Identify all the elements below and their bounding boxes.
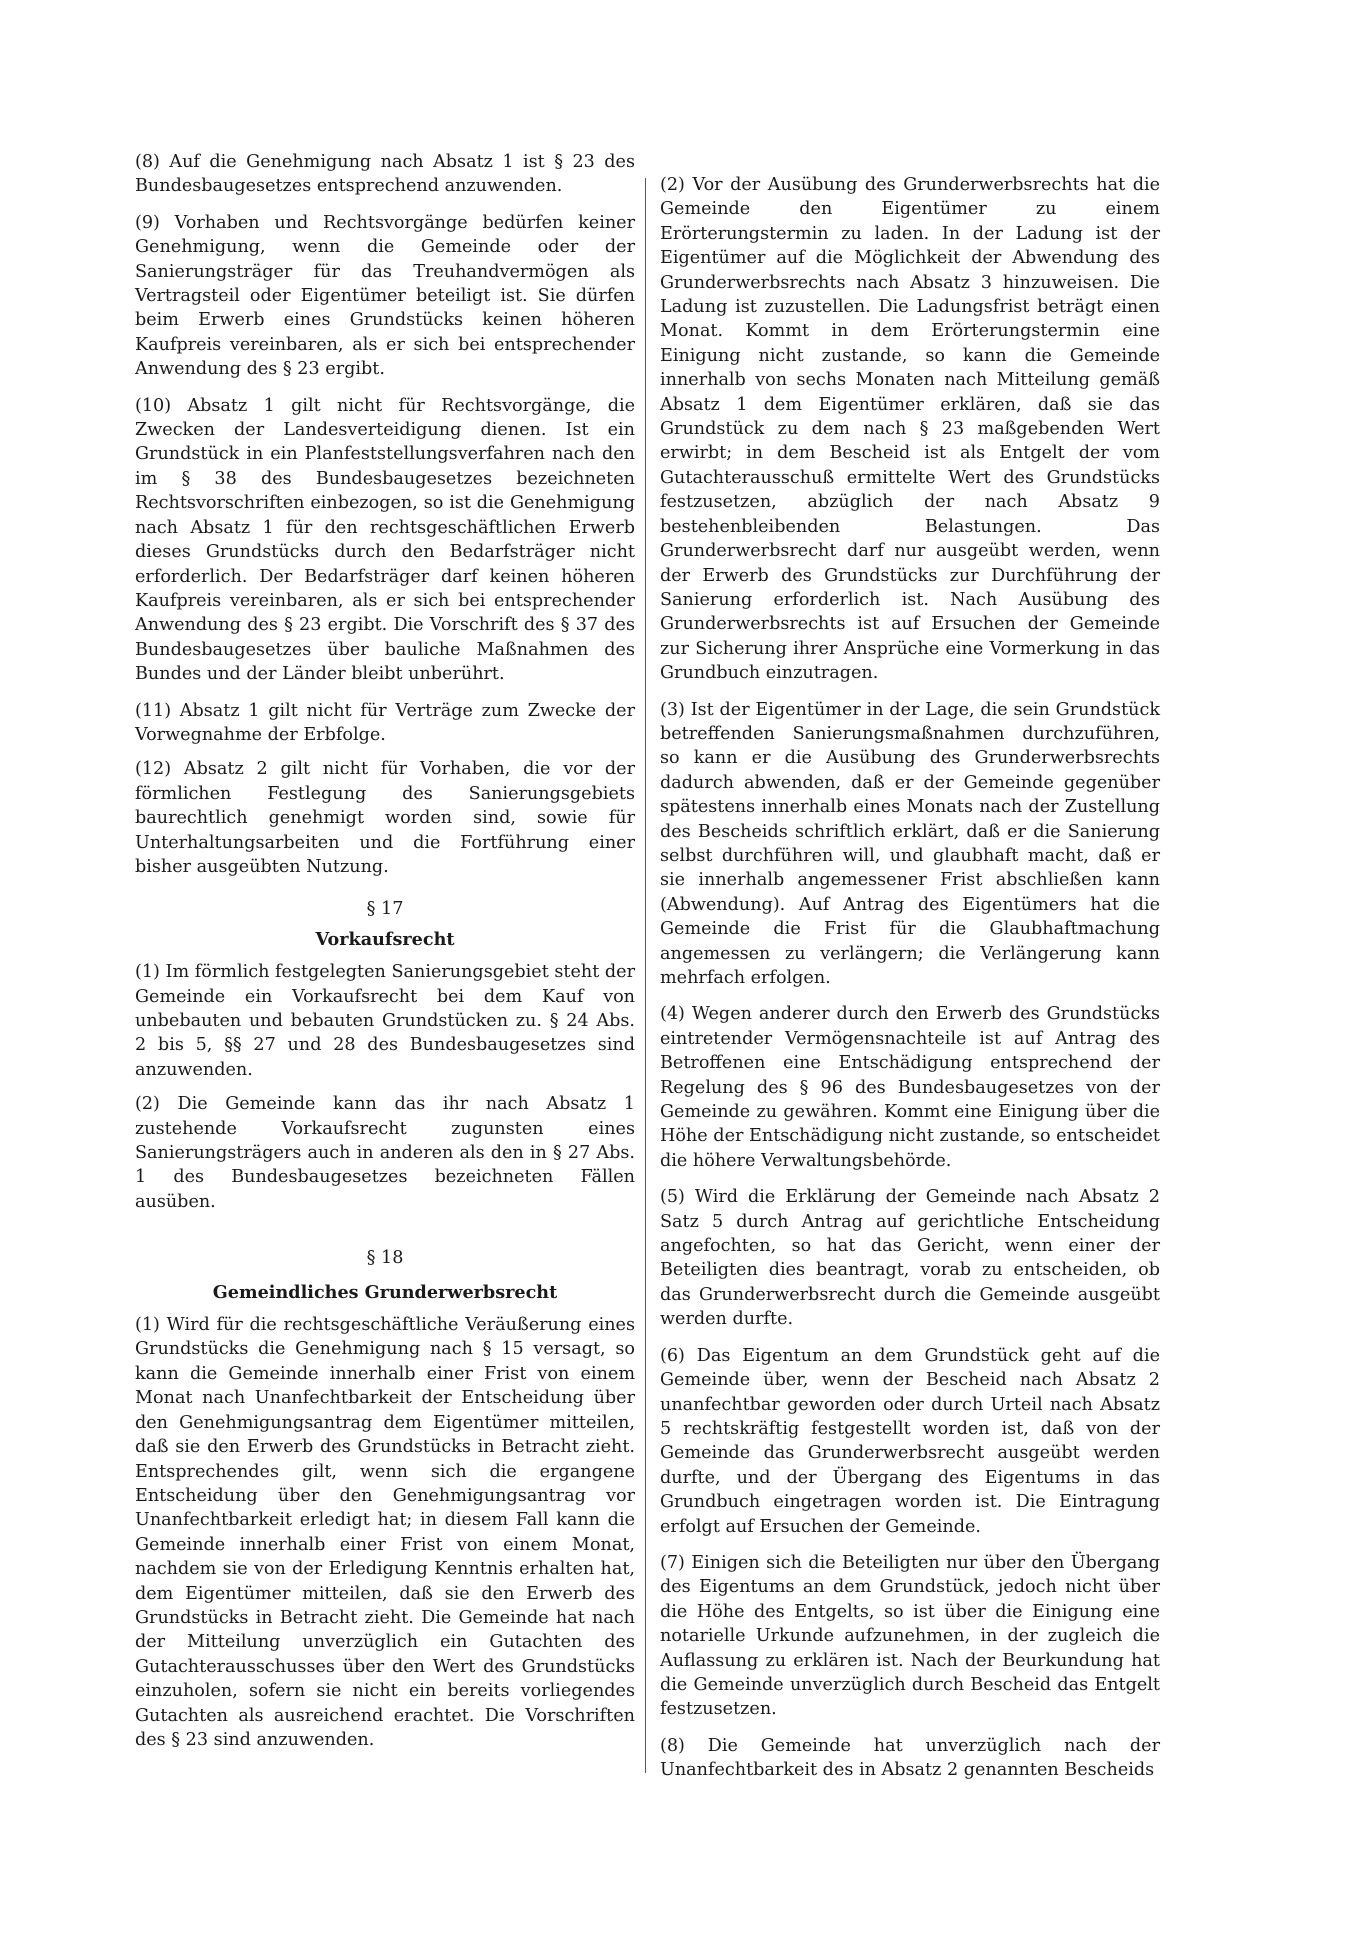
paragraph-18-1: (1) Wird für die rechtsgeschäftliche Veräußerung eines Grundstücks die Genehmigung nach § 15 versagt, so kann die Gemeinde innerhalb einer Frist von einem Monat nach Unanfechtbarkeit der Entscheidung über den Genehmigungsantrag dem Eigentümer mitteilen, daß sie den Erwerb des Grundstücks in Betracht zieht. Entsprechendes gilt, wenn sich die ergangene Entscheidung über den Genehmigungsantrag vor Unanfechtbarkeit erledigt hat; in diesem Fall kann die Gemeinde innerhalb einer Frist von einem Monat, nachdem sie von der Erledigung Kenntnis erhalten hat, dem Eigentümer mitteilen, daß sie den Erwerb des Grundstücks in Betracht zieht. Die Gemeinde hat nach der Mitteilung unverzüglich ein Gutachten des Gutachterausschusses über den Wert des Grundstücks einzuholen, sofern sie nicht ein bereits vorliegendes Gutachten als ausreichend erachtet. Die Vorschriften des § 23 sind anzuwenden. — [135, 1315, 635, 1750]
paragraph-18-3: (3) Ist der Eigentümer in der Lage, die sein Grundstück betreffenden Sanierungsmaßnahmen durchzuführen, so kann er die Ausübung des Grunderwerbsrechts dadurch abwenden, daß er der Gemeinde gegenüber spätestens innerhalb eines Monats nach der Zustellung des Bescheids schriftlich erklärt, daß er die Sanierung selbst durchführen will, und glaubhaft macht, daß er sie innerhalb angemessener Frist abschließen kann (Abwendung). Auf Antrag des Eigentümers hat die Gemeinde die Frist für die Glaubhaftmachung angemessen zu verlängern; die Verlängerung kann mehrfach erfolgen. — [660, 699, 1160, 988]
section-17-number: § 17 — [366, 899, 404, 920]
paragraph-18-6: (6) Das Eigentum an dem Grundstück geht auf die Gemeinde über, wenn der Bescheid nach Absatz 2 unanfechtbar geworden oder durch Urteil nach Absatz 5 rechtskräftig festgestellt worden ist, daß von der Gemeinde das Grunderwerbsrecht ausgeübt werden durfte, und der Übergang des Eigentums in das Grundbuch eingetragen worden ist. Die Eintragung erfolgt auf Ersuchen der Gemeinde. — [660, 1345, 1160, 1537]
paragraph-16-11: (11) Absatz 1 gilt nicht für Verträge zum Zwecke der Vorwegnahme der Erbfolge. — [135, 700, 635, 745]
paragraph-16-8: (8) Auf die Genehmigung nach Absatz 1 ist § 23 des Bundesbaugesetzes entsprechend anzuwenden. — [135, 152, 635, 197]
paragraph-17-2: (2) Die Gemeinde kann das ihr nach Absatz 1 zustehende Vorkaufsrecht zugunsten eines Sanierungsträgers auch in anderen als den in § 27 Abs. 1 des Bundesbaugesetzes bezeichneten Fällen ausüben. — [135, 1094, 635, 1212]
paragraph-17-1: (1) Im förmlich festgelegten Sanierungsgebiet steht der Gemeinde ein Vorkaufsrecht bei dem Kauf von unbebauten und bebauten Grundstücken zu. § 24 Abs. 2 bis 5, §§ 27 und 28 des Bundesbaugesetzes sind anzuwenden. — [135, 962, 635, 1080]
left-column — [135, 150, 635, 1764]
right-column — [660, 173, 1160, 1795]
paragraph-16-10: (10) Absatz 1 gilt nicht für Rechtsvorgänge, die Zwecken der Landesverteidigung dienen. Ist ein Grundstück in ein Planfeststellungsverfahren nach den im § 38 des Bundesbaugesetzes bezeichneten Rechtsvorschriften einbezogen, so ist die Genehmigung nach Absatz 1 für den rechtsgeschäftlichen Erwerb dieses Grundstücks durch den Bedarfsträger nicht erforderlich. Der Bedarfsträger darf keinen höheren Kaufpreis vereinbaren, als er sich bei entsprechender Anwendung des § 23 ergibt. Die Vorschrift des § 37 des Bundesbaugesetzes über bauliche Maßnahmen des Bundes und der Länder bleibt unberührt. — [135, 395, 635, 685]
paragraph-18-2: (2) Vor der Ausübung des Grunderwerbsrechts hat die Gemeinde den Eigentümer zu einem Erörterungstermin zu laden. In der Ladung ist der Eigentümer auf die Möglichkeit der Abwendung des Grunderwerbsrechts nach Absatz 3 hinzuweisen. Die Ladung ist zuzustellen. Die Ladungsfrist beträgt einen Monat. Kommt in dem Erörterungstermin eine Einigung nicht zustande, so kann die Gemeinde innerhalb von sechs Monaten nach Mitteilung gemäß Absatz 1 dem Eigentümer erklären, daß sie das Grundstück zu dem nach § 23 maßgebenden Wert erwirbt; in dem Bescheid ist als Entgelt der vom Gutachterausschuß ermittelte Wert des Grundstücks festzusetzen, abzüglich der nach Absatz 9 bestehenbleibenden Belastungen. Das Grunderwerbsrecht darf nur ausgeübt werden, wenn der Erwerb des Grundstücks zur Durchführung der Sanierung erforderlich ist. Nach Ausübung des Grunderwerbsrechts ist auf Ersuchen der Gemeinde zur Sicherung ihrer Ansprüche eine Vormerkung in das Grundbuch einzutragen. — [660, 175, 1160, 684]
paragraph-18-8: (8) Die Gemeinde hat unverzüglich nach der Unanfechtbarkeit des in Absatz 2 genannten Bescheids — [660, 1735, 1160, 1781]
section-18-number: § 18 — [366, 1248, 404, 1269]
section-17-title: Vorkaufsrecht — [315, 928, 455, 950]
paragraph-16-9: (9) Vorhaben und Rechtsvorgänge bedürfen keiner Genehmigung, wenn die Gemeinde oder der Sanierungsträger für das Treuhandvermögen als Vertragsteil oder Eigentümer beteiligt ist. Sie dürfen beim Erwerb eines Grundstücks keinen höheren Kaufpreis vereinbaren, als er sich bei entsprechender Anwendung des § 23 ergibt. — [135, 212, 635, 380]
column-divider — [645, 178, 646, 1773]
paragraph-18-5: (5) Wird die Erklärung der Gemeinde nach Absatz 2 Satz 5 durch Antrag auf gerichtliche Entscheidung angefochten, so hat das Gericht, wenn einer der Beteiligten dies beantragt, vorab zu entscheiden, ob das Grunderwerbsrecht durch die Gemeinde ausgeübt werden durfte. — [660, 1187, 1160, 1330]
paragraph-18-7: (7) Einigen sich die Beteiligten nur über den Übergang des Eigentums an dem Grundstück, jedoch nicht über die Höhe des Entgelts, so ist über die Einigung eine notarielle Urkunde aufzunehmen, in der zugleich die Auflassung zu erklären ist. Nach der Beurkundung hat die Gemeinde unverzüglich durch Bescheid das Entgelt festzusetzen. — [660, 1552, 1160, 1720]
paragraph-18-4: (4) Wegen anderer durch den Erwerb des Grundstücks eintretender Vermögensnachteile ist auf Antrag des Betroffenen eine Entschädigung entsprechend der Regelung des § 96 des Bundesbaugesetzes von der Gemeinde zu gewähren. Kommt eine Einigung über die Höhe der Entschädigung nicht zustande, so entscheidet die höhere Verwaltungsbehörde. — [660, 1004, 1160, 1171]
section-18-title: Gemeindliches Grunderwerbsrecht — [212, 1281, 558, 1303]
paragraph-16-12: (12) Absatz 2 gilt nicht für Vorhaben, die vor der förmlichen Festlegung des Sanierungsgebiets baurechtlich genehmigt worden sind, sowie für Unterhaltungsarbeiten und die Fortführung einer bisher ausgeübten Nutzung. — [135, 759, 635, 877]
